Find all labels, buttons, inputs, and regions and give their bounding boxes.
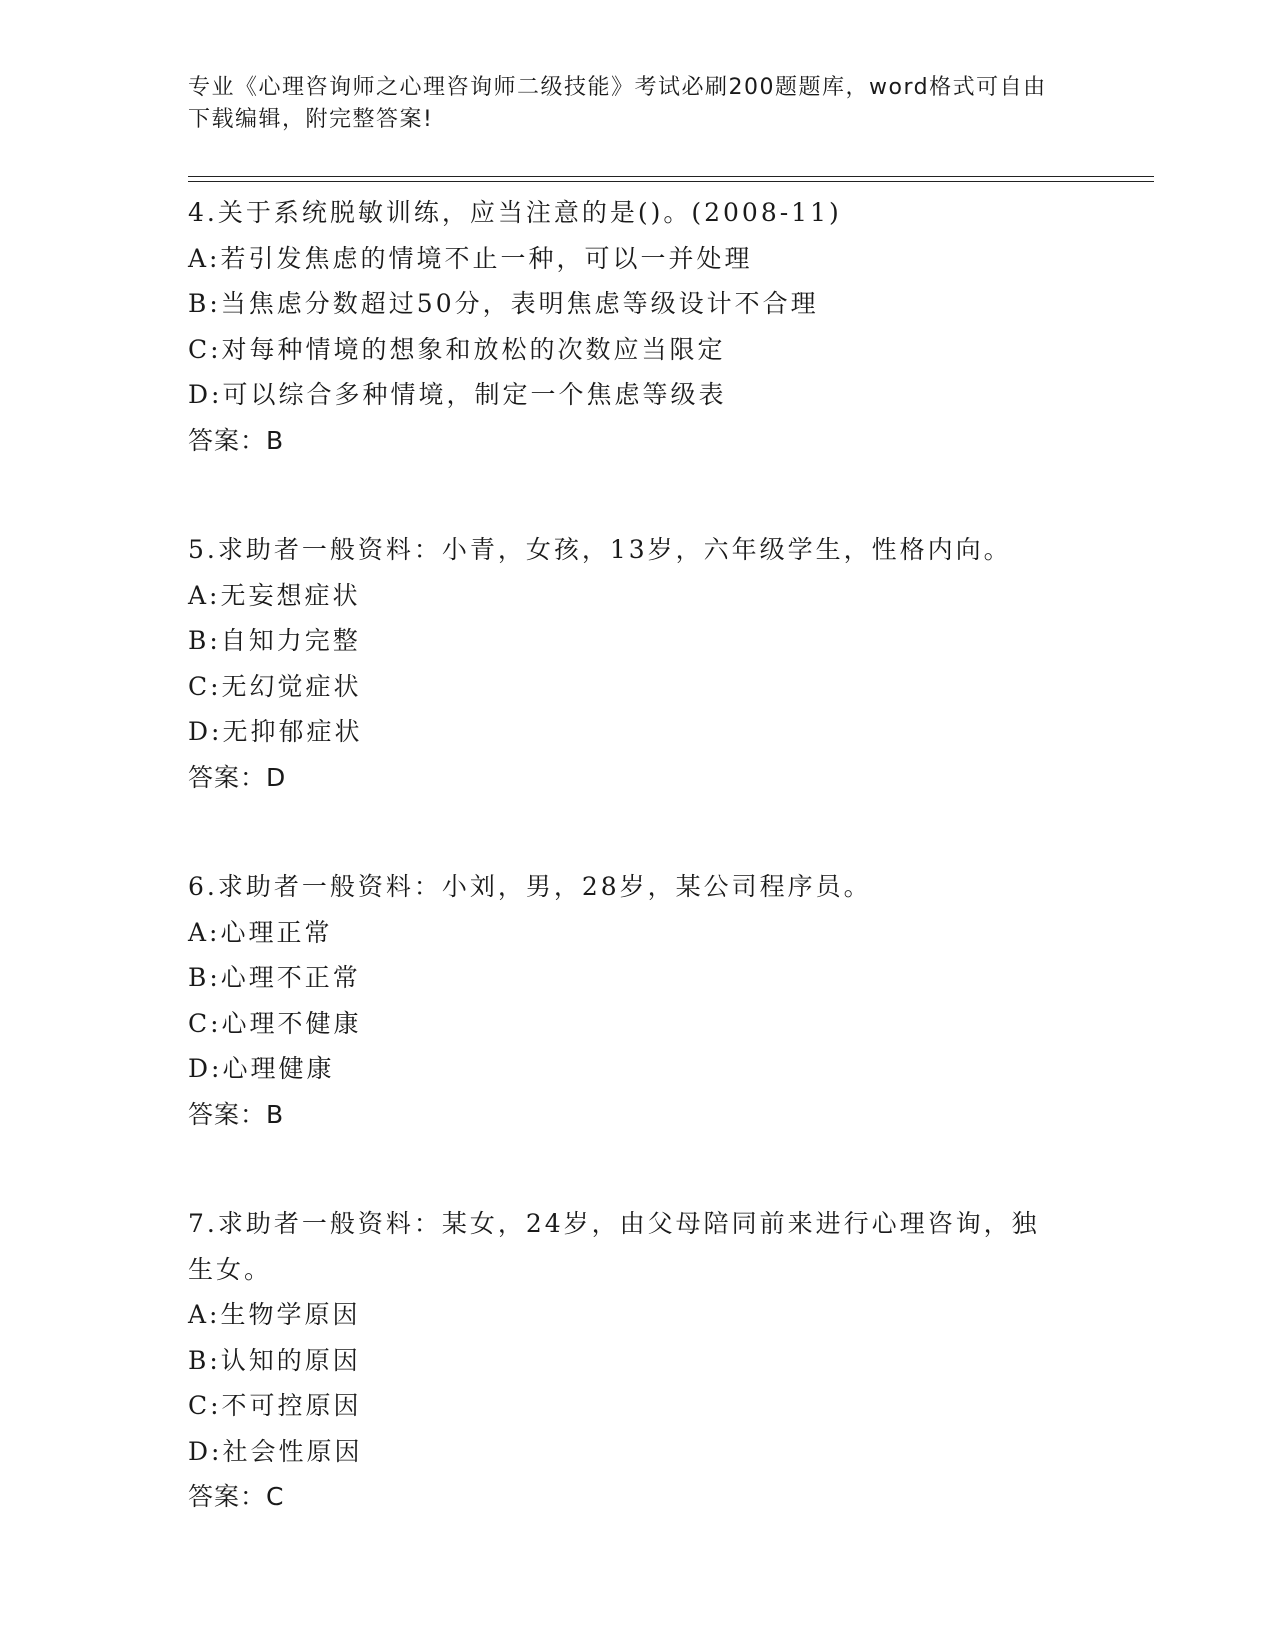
question-block-7 [188, 1201, 1088, 1520]
answer-line: 答案：B [188, 1099, 285, 1129]
option-a: A:无妄想症状 [188, 580, 361, 610]
option-d: D:社会性原因 [188, 1436, 363, 1466]
option-c: C:不可控原因 [188, 1391, 362, 1420]
option-c: C:无幻觉症状 [188, 671, 362, 701]
option-b: B:认知的原因 [188, 1345, 361, 1375]
header-divider-top [188, 176, 1154, 177]
question-stem: 5.求助者一般资料：小青，女孩，13岁，六年级学生，性格内向。 [188, 535, 1012, 564]
option-d: D:无抑郁症状 [188, 717, 363, 746]
answer-line: 答案：C [188, 1482, 285, 1511]
option-b: B:心理不正常 [188, 963, 361, 992]
option-d: D:可以综合多种情境，制定一个焦虑等级表 [188, 380, 727, 409]
document-header: 专业《心理咨询师之心理咨询师二级技能》考试必刷200题题库，word格式可自由下载编辑，附完整答案! [188, 75, 1047, 132]
option-a: A:心理正常 [188, 917, 333, 947]
answer-line: 答案：D [188, 762, 287, 792]
question-block-6 [188, 864, 1088, 1179]
option-c: C:心理不健康 [188, 1008, 362, 1038]
question-stem: 6.求助者一般资料：小刘，男，28岁，某公司程序员。 [188, 872, 872, 901]
question-block-4 [188, 190, 1088, 505]
option-a: A:若引发焦虑的情境不止一种，可以一并处理 [188, 243, 753, 273]
question-block-5 [188, 527, 1088, 842]
header-divider-bottom [188, 181, 1154, 182]
option-b: B:自知力完整 [188, 626, 361, 655]
option-a: A:生物学原因 [188, 1300, 361, 1329]
answer-line: 答案：B [188, 425, 285, 455]
question-list [188, 190, 1088, 1542]
option-b: B:当焦虑分数超过50分，表明焦虑等级设计不合理 [188, 289, 819, 318]
option-c: C:对每种情境的想象和放松的次数应当限定 [188, 334, 726, 364]
option-d: D:心理健康 [188, 1054, 335, 1083]
question-stem: 4.关于系统脱敏训练，应当注意的是()。(2008-11) [188, 198, 842, 227]
question-stem: 7.求助者一般资料：某女，24岁，由父母陪同前来进行心理咨询，独生女。 [188, 1209, 1040, 1284]
